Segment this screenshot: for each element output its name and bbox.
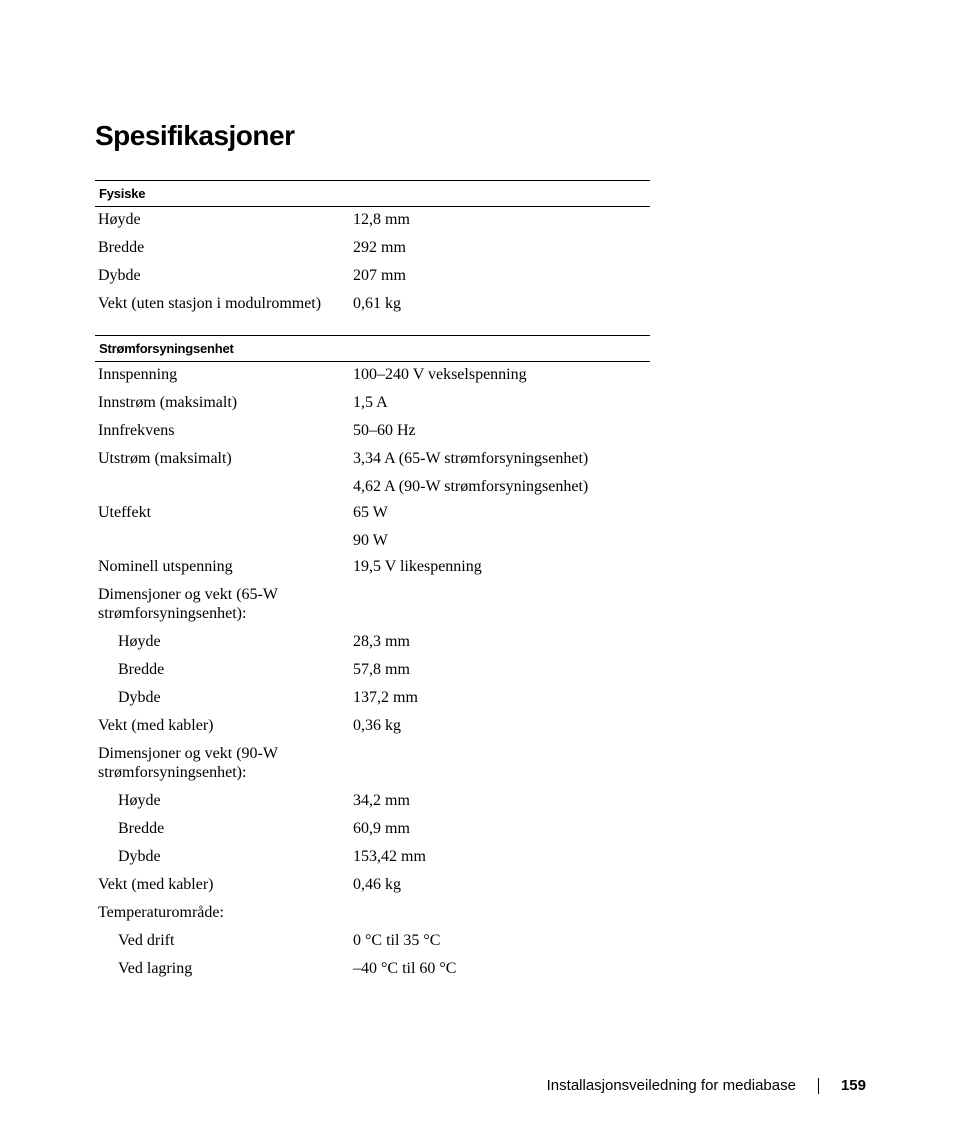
spec-value: 12,8 mm: [353, 211, 410, 228]
spec-label: Bredde: [118, 661, 165, 678]
spec-value: 0,61 kg: [353, 295, 401, 312]
spec-value: 153,42 mm: [353, 848, 426, 865]
spec-value: 0 °C til 35 °C: [353, 932, 441, 949]
section-header-physical: Fysiske: [95, 180, 650, 207]
footer-guide-title: Installasjonsveiledning for mediabase: [546, 1077, 796, 1094]
footer-separator: [818, 1078, 819, 1094]
spec-value: 1,5 A: [353, 394, 388, 411]
page-title: Spesifikasjoner: [95, 120, 295, 151]
spec-value: 137,2 mm: [353, 689, 418, 706]
spec-row: [95, 207, 650, 235]
spec-value: 57,8 mm: [353, 661, 410, 678]
spec-row: [95, 872, 650, 900]
spec-row: [95, 713, 650, 741]
spec-value: 90 W: [353, 532, 388, 549]
spec-label: Innstrøm (maksimalt): [98, 394, 238, 411]
spec-label: Høyde: [98, 211, 141, 228]
spec-row: [95, 629, 650, 657]
spec-label: Dybde: [98, 267, 141, 284]
spec-label: Vekt (med kabler): [98, 717, 214, 734]
spec-label: Utstrøm (maksimalt): [98, 450, 232, 467]
spec-row: [95, 741, 650, 788]
spec-row: [95, 582, 650, 629]
spec-value: 28,3 mm: [353, 633, 410, 650]
spec-label: Vekt (med kabler): [98, 876, 214, 893]
physical-specs-table: [95, 180, 650, 319]
spec-row: [95, 418, 650, 446]
spec-label: Dimensjoner og vekt (90-W strømforsyningsenhet):: [98, 745, 278, 781]
power-supply-specs-table: [95, 335, 650, 984]
spec-value: 207 mm: [353, 267, 406, 284]
spec-row: [95, 390, 650, 418]
spec-value: 4,62 A (90-W strømforsyningsenhet): [353, 478, 589, 495]
page-footer: [547, 1076, 866, 1096]
spec-label: Dybde: [118, 848, 161, 865]
spec-row: [95, 844, 650, 872]
spec-value: 60,9 mm: [353, 820, 410, 837]
spec-label: Dimensjoner og vekt (65-W strømforsyningsenhet):: [98, 586, 278, 622]
spec-label: Bredde: [118, 820, 165, 837]
spec-row: [95, 528, 650, 554]
spec-row: [95, 685, 650, 713]
page-number: 159: [840, 1077, 866, 1094]
spec-value: –40 °C til 60 °C: [353, 960, 457, 977]
spec-value: 19,5 V likespenning: [353, 558, 482, 575]
spec-label: Temperaturområde:: [98, 904, 224, 921]
spec-label: Innfrekvens: [98, 422, 175, 439]
spec-label: Høyde: [118, 633, 161, 650]
spec-label: Dybde: [118, 689, 161, 706]
spec-value: 292 mm: [353, 239, 406, 256]
spec-label: Innspenning: [98, 366, 178, 383]
section-header-power: Strømforsyningsenhet: [95, 335, 650, 362]
spec-row: [95, 657, 650, 685]
spec-row: [95, 816, 650, 844]
spec-row: [95, 500, 650, 528]
spec-label: Nominell utspenning: [98, 558, 233, 575]
spec-row: [95, 291, 650, 319]
spec-value: 0,46 kg: [353, 876, 401, 893]
spec-row: [95, 235, 650, 263]
spec-label: Bredde: [98, 239, 145, 256]
spec-label: Ved lagring: [118, 960, 193, 977]
spec-value: 100–240 V vekselspenning: [353, 366, 527, 383]
spec-label: Høyde: [118, 792, 161, 809]
spec-value: 65 W: [353, 504, 388, 521]
spec-row: [95, 900, 650, 928]
spec-label: Vekt (uten stasjon i modulrommet): [98, 295, 322, 312]
spec-value: 3,34 A (65-W strømforsyningsenhet): [353, 450, 589, 467]
spec-row: [95, 554, 650, 582]
spec-row: [95, 788, 650, 816]
spec-value: 0,36 kg: [353, 717, 401, 734]
spec-row: [95, 928, 650, 956]
spec-row: [95, 263, 650, 291]
spec-row: [95, 956, 650, 984]
spec-value: 34,2 mm: [353, 792, 410, 809]
spec-label: Ved drift: [118, 932, 175, 949]
spec-row: [95, 446, 650, 474]
spec-label: Uteffekt: [98, 504, 152, 521]
spec-row: [95, 474, 650, 500]
spec-row: [95, 362, 650, 390]
spec-value: 50–60 Hz: [353, 422, 416, 439]
